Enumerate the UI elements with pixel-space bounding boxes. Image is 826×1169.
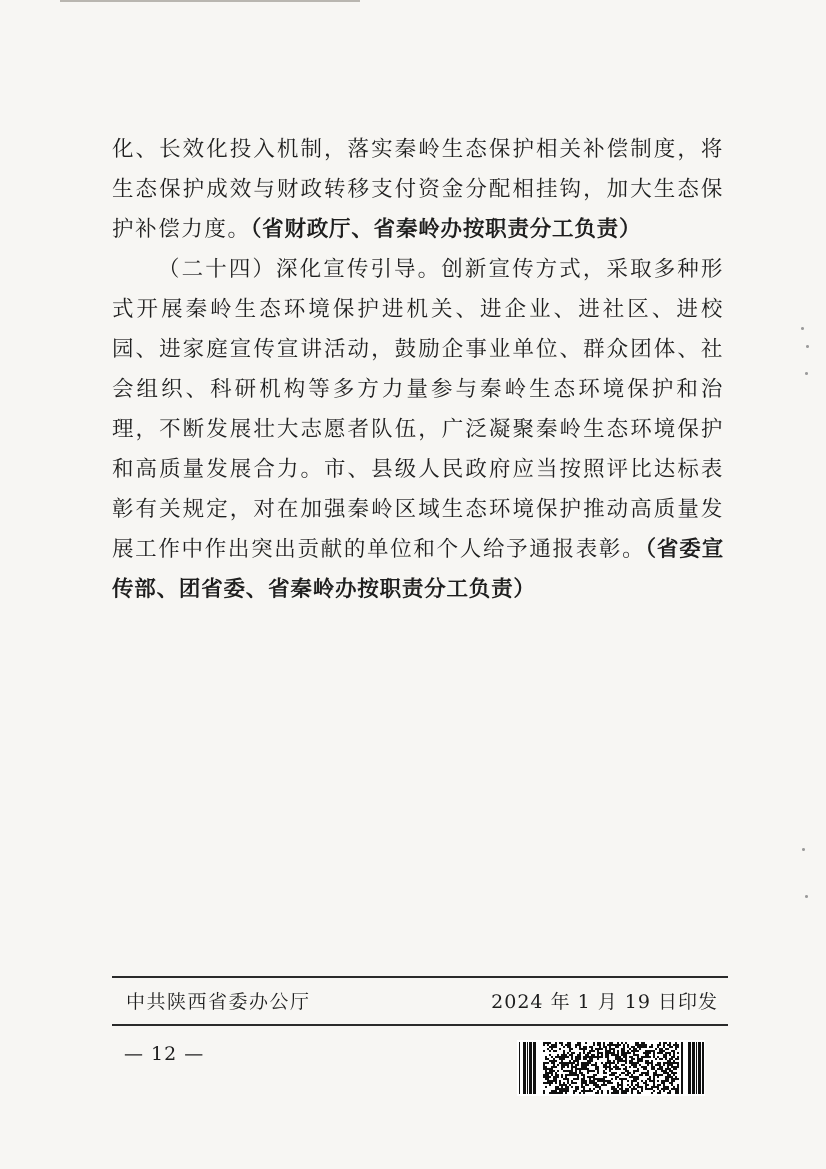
scan-speck <box>801 327 804 330</box>
page-number: — 12 — <box>124 1043 205 1065</box>
issue-date: 2024 年 1 月 19 日印发 <box>491 991 718 1013</box>
paragraph-text: 化、长效化投入机制，落实秦岭生态保护相关补偿制度，将生态保护成效与财政转移支付资金分配相挂钩，加大生态保护补偿力度。 <box>112 137 724 242</box>
responsibility-note: （省财政厅、省秦岭办按职责分工负责） <box>250 217 642 242</box>
scan-speck <box>806 345 809 348</box>
issuance-footer <box>112 976 728 1026</box>
scan-speck <box>805 895 808 898</box>
issuing-office: 中共陕西省委办公厅 <box>126 991 311 1013</box>
top-edge-rule <box>60 0 360 2</box>
scan-speck <box>802 848 805 851</box>
paragraph-publicity-guidance <box>112 250 724 610</box>
barcode-graphic <box>517 1040 705 1096</box>
paragraph-text: （二十四）深化宣传引导。创新宣传方式，采取多种形式开展秦岭生态环境保护进机关、进企业、进社区、进校园、进家庭宣传宣讲活动，鼓励企事业单位、群众团体、社会组织、科研机构等多方力量参与秦岭生态环境保护和治理，不断发展壮大志愿者队伍，广泛凝聚秦岭生态环境保护和高质量发展合力。市、县级人民政府应当按照评比达标表彰有关规定，对在加强秦岭区域生态环境保护推动高质量发展工作中作出突出贡献的单位和个人给予通报表彰。 <box>112 257 724 562</box>
responsibility-note: （省委宣传部、团省委、省秦岭办按职责分工负责） <box>112 537 724 602</box>
document-barcode <box>517 1040 705 1096</box>
paragraph-investment-mechanism <box>112 130 724 250</box>
scan-speck <box>805 372 808 375</box>
document-body <box>112 130 724 610</box>
